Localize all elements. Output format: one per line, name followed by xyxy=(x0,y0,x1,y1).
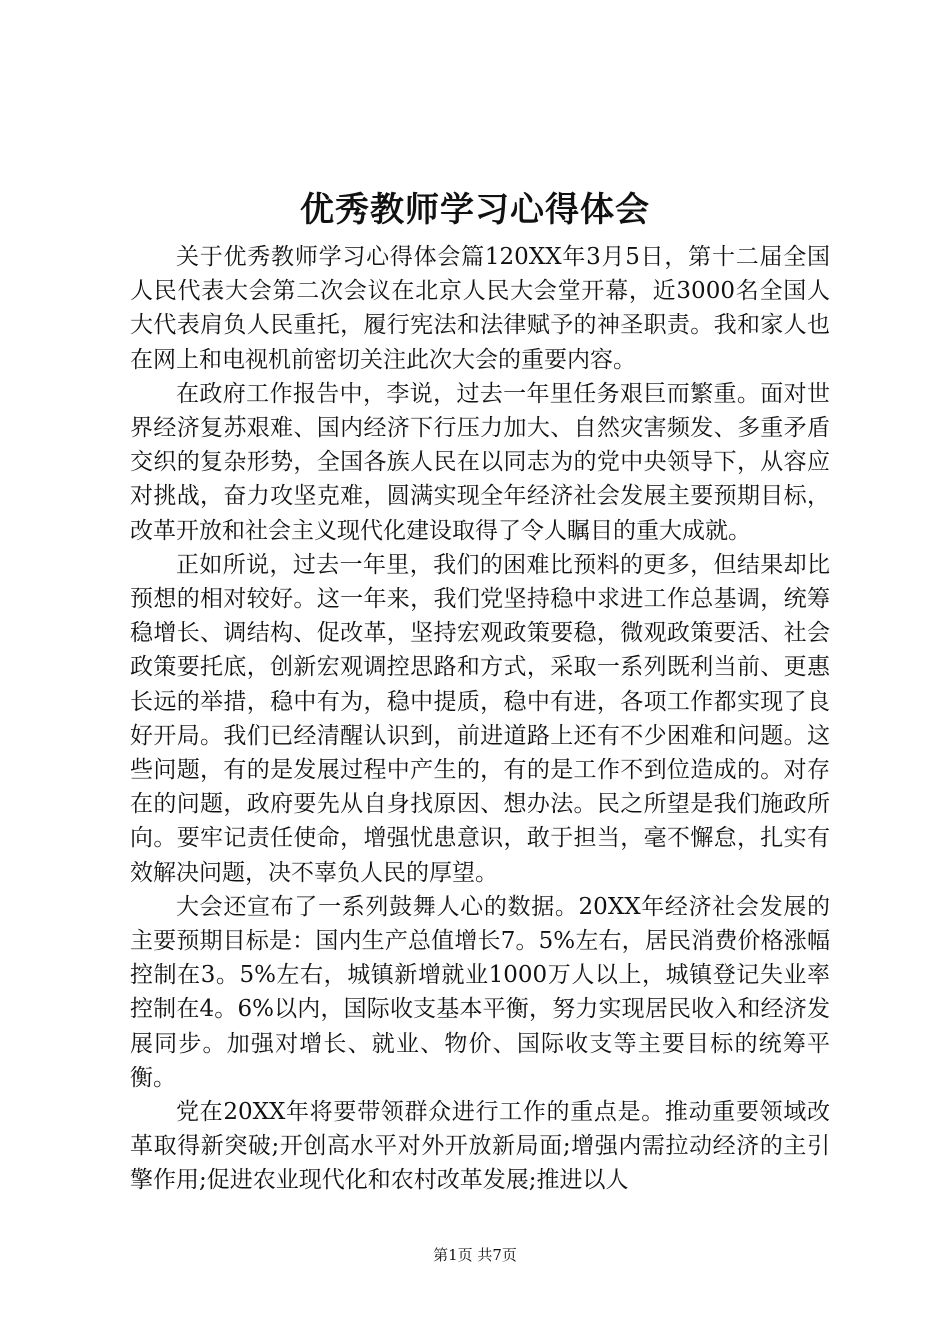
paragraph-2: 在政府工作报告中，李说，过去一年里任务艰巨而繁重。面对世界经济复苏艰难、国内经济下行压力加大、自然灾害频发、多重矛盾交织的复杂形势，全国各族人民在以同志为的党中央领导下，从容应对挑战，奋力攻坚克难，圆满实现全年经济社会发展主要预期目标，改革开放和社会主义现代化建设取得了令人瞩目的重大成就。 xyxy=(130,380,830,544)
page-number-footer: 第1页 共7页 xyxy=(433,1246,517,1264)
paragraph-1: 关于优秀教师学习心得体会篇120XX年3月5日，第十二届全国人民代表大会第二次会议在北京人民大会堂开幕，近3000名全国人大代表肩负人民重托，履行宪法和法律赋予的神圣职责。我和家人也在网上和电视机前密切关注此次大会的重要内容。 xyxy=(130,244,830,373)
document-body xyxy=(130,240,830,1198)
paragraph-4: 大会还宣布了一系列鼓舞人心的数据。20XX年经济社会发展的主要预期目标是：国内生产总值增长7。5%左右，居民消费价格涨幅控制在3。5%左右，城镇新增就业1000万人以上，城镇登记失业率控制在4。6%以内，国际收支基本平衡，努力实现居民收入和经济发展同步。加强对增长、就业、物价、国际收支等主要目标的统筹平衡。 xyxy=(130,893,830,1091)
document-title: 优秀教师学习心得体会 xyxy=(300,190,650,230)
paragraph-3: 正如所说，过去一年里，我们的困难比预料的更多，但结果却比预想的相对较好。这一年来，我们党坚持稳中求进工作总基调，统筹稳增长、调结构、促改革，坚持宏观政策要稳，微观政策要活、社会政策要托底，创新宏观调控思路和方式，采取一系列既利当前、更惠长远的举措，稳中有为，稳中提质，稳中有进，各项工作都实现了良好开局。我们已经清醒认识到，前进道路上还有不少困难和问题。这些问题，有的是发展过程中产生的，有的是工作不到位造成的。对存在的问题，政府要先从自身找原因、想办法。民之所望是我们施政所向。要牢记责任使命，增强忧患意识，敢于担当，毫不懈怠，扎实有效解决问题，决不辜负人民的厚望。 xyxy=(130,551,830,886)
paragraph-5: 党在20XX年将要带领群众进行工作的重点是。推动重要领域改革取得新突破;开创高水平对外开放新局面;增强内需拉动经济的主引擎作用;促进农业现代化和农村改革发展;推进以人 xyxy=(130,1099,830,1194)
